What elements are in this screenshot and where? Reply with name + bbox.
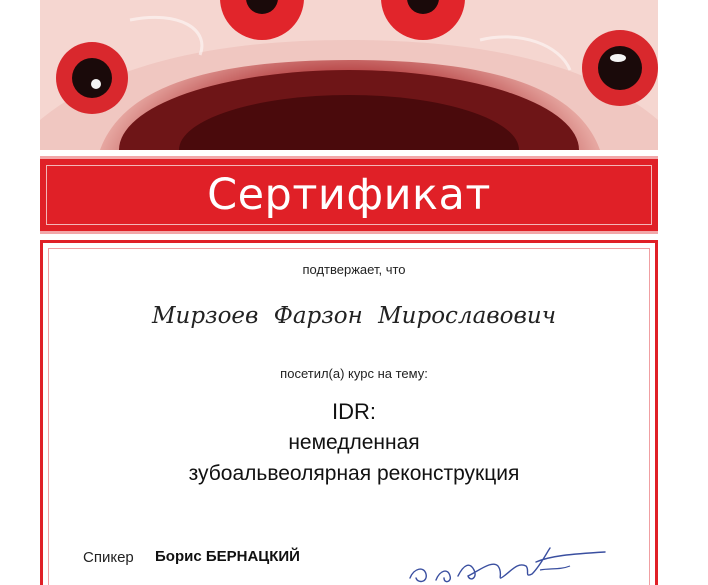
recipient-name: Мирзоев Фарзон Мирославович (151, 303, 557, 329)
confirms-text: подтвержает, что (302, 262, 406, 277)
attended-text: посетил(а) курс на тему: (280, 366, 428, 381)
dental-implant-photo (40, 0, 658, 150)
speaker-label: Спикер (83, 549, 134, 566)
course-title-line-2: немедленная (288, 431, 420, 454)
speaker-name: Борис БЕРНАЦКИЙ (155, 548, 300, 565)
signature-icon (400, 540, 620, 585)
course-title-line-1: IDR: (332, 399, 376, 424)
implant-site-left (56, 42, 128, 114)
course-title-line-3: зубоальвеолярная реконструкция (188, 462, 520, 485)
title-band (40, 156, 658, 234)
implant-site-right (582, 30, 658, 106)
certificate-title: Сертификат (207, 170, 491, 220)
